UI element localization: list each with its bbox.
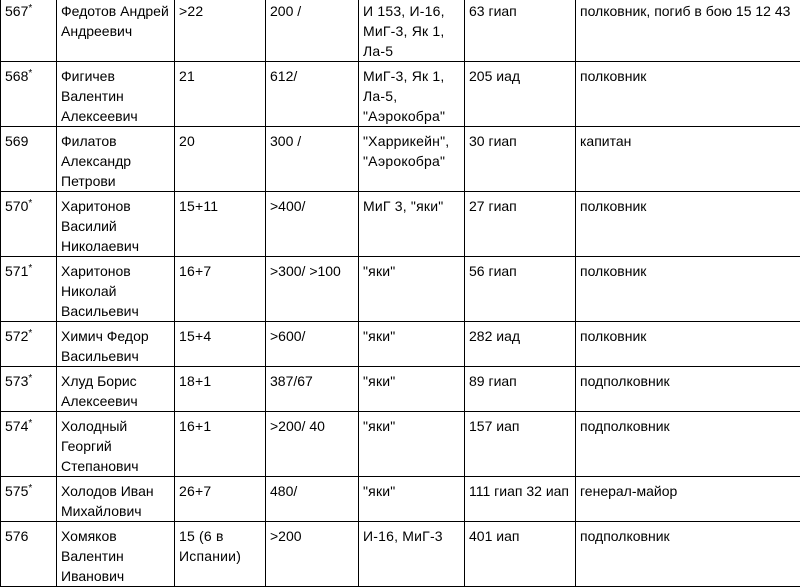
pilot-name: Александр bbox=[61, 151, 170, 171]
table-row bbox=[1, 62, 800, 127]
unit: 282 иад bbox=[469, 326, 571, 346]
rank-note: генерал-майор bbox=[580, 481, 796, 501]
aircraft-types-cell bbox=[359, 477, 465, 522]
unit-cell bbox=[465, 192, 576, 257]
pilot-name: Алексеевич bbox=[61, 106, 170, 126]
aircraft-types-cell bbox=[359, 522, 465, 587]
sorties-cell bbox=[266, 127, 359, 192]
rank-note-cell bbox=[576, 412, 800, 477]
pilot-name-cell bbox=[57, 0, 175, 62]
victories: Испании) bbox=[179, 546, 261, 566]
unit-cell bbox=[465, 322, 576, 367]
unit-cell bbox=[465, 62, 576, 127]
rank-note-cell bbox=[576, 62, 800, 127]
rank-note-cell bbox=[576, 477, 800, 522]
aircraft-types: "яки" bbox=[363, 326, 460, 346]
victories: 15+11 bbox=[179, 196, 261, 216]
table-row bbox=[1, 192, 800, 257]
aircraft-types: "яки" bbox=[363, 261, 460, 281]
victories-cell bbox=[175, 477, 266, 522]
pilot-name-cell bbox=[57, 192, 175, 257]
sorties-cell bbox=[266, 477, 359, 522]
aircraft-types: МиГ 3, "яки" bbox=[363, 196, 460, 216]
victories-cell bbox=[175, 192, 266, 257]
rank-note-cell bbox=[576, 522, 800, 587]
unit: 157 иап bbox=[469, 416, 571, 436]
sorties: >400/ bbox=[270, 196, 354, 216]
asterisk-mark: * bbox=[28, 263, 32, 274]
row-number: 571 bbox=[5, 263, 28, 279]
row-number-cell bbox=[1, 322, 57, 367]
aircraft-types: МиГ-3, Як 1, bbox=[363, 66, 460, 86]
table-row bbox=[1, 477, 800, 522]
victories-cell bbox=[175, 412, 266, 477]
sorties: 480/ bbox=[270, 481, 354, 501]
sorties: >200 bbox=[270, 526, 354, 546]
pilot-name-cell bbox=[57, 62, 175, 127]
victories-cell bbox=[175, 257, 266, 322]
pilot-name-cell bbox=[57, 127, 175, 192]
victories: 16+1 bbox=[179, 416, 261, 436]
row-number: 575 bbox=[5, 483, 28, 499]
aircraft-types: Ла-5, bbox=[363, 86, 460, 106]
table-row bbox=[1, 257, 800, 322]
pilot-name: Иванович bbox=[61, 566, 170, 586]
victories: 15 (6 в bbox=[179, 526, 261, 546]
unit-cell bbox=[465, 522, 576, 587]
row-number-cell bbox=[1, 477, 57, 522]
row-number-cell bbox=[1, 62, 57, 127]
table-row bbox=[1, 0, 800, 62]
pilot-name: Андреевич bbox=[61, 21, 170, 41]
row-number: 567 bbox=[5, 3, 28, 19]
unit-cell bbox=[465, 257, 576, 322]
victories-cell bbox=[175, 62, 266, 127]
sorties: >200/ 40 bbox=[270, 416, 354, 436]
victories-cell bbox=[175, 522, 266, 587]
pilot-name: Холодный bbox=[61, 416, 170, 436]
victories: 26+7 bbox=[179, 481, 261, 501]
pilot-name-cell bbox=[57, 257, 175, 322]
sorties: 200 / bbox=[270, 1, 354, 21]
unit: 205 иад bbox=[469, 66, 571, 86]
rank-note-cell bbox=[576, 127, 800, 192]
asterisk-mark: * bbox=[28, 418, 32, 429]
aircraft-types-cell bbox=[359, 367, 465, 412]
victories: 18+1 bbox=[179, 371, 261, 391]
unit: 63 гиап bbox=[469, 1, 571, 21]
row-number: 569 bbox=[5, 133, 28, 149]
rank-note: полковник bbox=[580, 196, 796, 216]
aircraft-types-cell bbox=[359, 412, 465, 477]
pilot-name: Харитонов bbox=[61, 261, 170, 281]
sorties: 300 / bbox=[270, 131, 354, 151]
row-number: 573 bbox=[5, 373, 28, 389]
pilot-name: Алексеевич bbox=[61, 391, 170, 411]
pilot-name: Химич Федор bbox=[61, 326, 170, 346]
asterisk-mark: * bbox=[28, 68, 32, 79]
rank-note-cell bbox=[576, 322, 800, 367]
sorties-cell bbox=[266, 62, 359, 127]
table-row bbox=[1, 367, 800, 412]
sorties-cell bbox=[266, 0, 359, 62]
pilot-name-cell bbox=[57, 522, 175, 587]
asterisk-mark: * bbox=[28, 328, 32, 339]
row-number: 576 bbox=[5, 528, 28, 544]
asterisk-mark: * bbox=[28, 373, 32, 384]
pilot-name-cell bbox=[57, 367, 175, 412]
sorties-cell bbox=[266, 192, 359, 257]
victories-cell bbox=[175, 367, 266, 412]
pilot-name: Хомяков bbox=[61, 526, 170, 546]
pilot-name: Харитонов bbox=[61, 196, 170, 216]
victories: 16+7 bbox=[179, 261, 261, 281]
pilot-name: Хлуд Борис bbox=[61, 371, 170, 391]
victories: 21 bbox=[179, 66, 261, 86]
pilot-name: Федотов Андрей bbox=[61, 1, 170, 21]
row-number-cell bbox=[1, 192, 57, 257]
row-number: 572 bbox=[5, 328, 28, 344]
pilot-name: Васильевич bbox=[61, 346, 170, 366]
victories-cell bbox=[175, 127, 266, 192]
rank-note: полковник bbox=[580, 261, 796, 281]
sorties-cell bbox=[266, 257, 359, 322]
row-number: 568 bbox=[5, 68, 28, 84]
unit-cell bbox=[465, 367, 576, 412]
row-number-cell bbox=[1, 412, 57, 477]
asterisk-mark: * bbox=[28, 3, 32, 14]
pilot-name: Фигичев bbox=[61, 66, 170, 86]
unit: 111 гиап 32 иап bbox=[469, 481, 571, 501]
unit: 56 гиап bbox=[469, 261, 571, 281]
pilot-name: Георгий bbox=[61, 436, 170, 456]
unit-cell bbox=[465, 127, 576, 192]
sorties-cell bbox=[266, 367, 359, 412]
table-row bbox=[1, 412, 800, 477]
victories: 20 bbox=[179, 131, 261, 151]
pilot-name: Петрови bbox=[61, 171, 170, 191]
asterisk-mark: * bbox=[28, 198, 32, 209]
unit: 401 иап bbox=[469, 526, 571, 546]
aircraft-types: Ла-5 bbox=[363, 41, 460, 61]
rank-note-cell bbox=[576, 192, 800, 257]
aircraft-types: "яки" bbox=[363, 371, 460, 391]
pilot-name-cell bbox=[57, 412, 175, 477]
aircraft-types: "яки" bbox=[363, 416, 460, 436]
table-row bbox=[1, 127, 800, 192]
pilot-name: Николай bbox=[61, 281, 170, 301]
aircraft-types-cell bbox=[359, 127, 465, 192]
rank-note-cell bbox=[576, 367, 800, 412]
pilot-name: Валентин bbox=[61, 546, 170, 566]
aircraft-types: "Аэрокобра" bbox=[363, 106, 460, 126]
row-number: 574 bbox=[5, 418, 28, 434]
aircraft-types-cell bbox=[359, 192, 465, 257]
aircraft-types: И 153, И-16, bbox=[363, 1, 460, 21]
aircraft-types-cell bbox=[359, 0, 465, 62]
table-row bbox=[1, 322, 800, 367]
aircraft-types-cell bbox=[359, 322, 465, 367]
rank-note-cell bbox=[576, 0, 800, 62]
pilot-name: Степанович bbox=[61, 456, 170, 476]
rank-note: полковник bbox=[580, 66, 796, 86]
pilot-name: Николаевич bbox=[61, 236, 170, 256]
victories-cell bbox=[175, 0, 266, 62]
aircraft-types-cell bbox=[359, 257, 465, 322]
victories: >22 bbox=[179, 1, 261, 21]
rank-note: полковник, погиб в бою 15 12 43 bbox=[580, 1, 796, 21]
aircraft-types-cell bbox=[359, 62, 465, 127]
sorties-cell bbox=[266, 522, 359, 587]
pilot-name: Холодов Иван bbox=[61, 481, 170, 501]
table-body bbox=[1, 0, 800, 587]
sorties: >300/ >100 bbox=[270, 261, 354, 281]
aircraft-types: МиГ-3, Як 1, bbox=[363, 21, 460, 41]
rank-note: подполковник bbox=[580, 526, 796, 546]
row-number-cell bbox=[1, 0, 57, 62]
rank-note: капитан bbox=[580, 131, 796, 151]
sorties: 387/67 bbox=[270, 371, 354, 391]
pilot-name: Филатов bbox=[61, 131, 170, 151]
aircraft-types: "Аэрокобра" bbox=[363, 151, 460, 171]
unit: 30 гиап bbox=[469, 131, 571, 151]
rank-note-cell bbox=[576, 257, 800, 322]
victories-cell bbox=[175, 322, 266, 367]
pilot-name-cell bbox=[57, 322, 175, 367]
pilot-name: Васильевич bbox=[61, 301, 170, 321]
row-number-cell bbox=[1, 367, 57, 412]
row-number: 570 bbox=[5, 198, 28, 214]
victories: 15+4 bbox=[179, 326, 261, 346]
unit-cell bbox=[465, 477, 576, 522]
aircraft-types: "яки" bbox=[363, 481, 460, 501]
rank-note: полковник bbox=[580, 326, 796, 346]
row-number-cell bbox=[1, 257, 57, 322]
row-number-cell bbox=[1, 127, 57, 192]
unit-cell bbox=[465, 0, 576, 62]
aircraft-types: И-16, МиГ-3 bbox=[363, 526, 460, 546]
sorties: >600/ bbox=[270, 326, 354, 346]
rank-note: подполковник bbox=[580, 416, 796, 436]
pilot-name: Василий bbox=[61, 216, 170, 236]
unit: 89 гиап bbox=[469, 371, 571, 391]
row-number-cell bbox=[1, 522, 57, 587]
pilot-name: Михайлович bbox=[61, 501, 170, 521]
unit: 27 гиап bbox=[469, 196, 571, 216]
sorties-cell bbox=[266, 412, 359, 477]
pilot-name: Валентин bbox=[61, 86, 170, 106]
unit-cell bbox=[465, 412, 576, 477]
rank-note: подполковник bbox=[580, 371, 796, 391]
sorties: 612/ bbox=[270, 66, 354, 86]
table-row bbox=[1, 522, 800, 587]
aircraft-types: "Харрикейн", bbox=[363, 131, 460, 151]
sorties-cell bbox=[266, 322, 359, 367]
pilot-name-cell bbox=[57, 477, 175, 522]
asterisk-mark: * bbox=[28, 483, 32, 494]
